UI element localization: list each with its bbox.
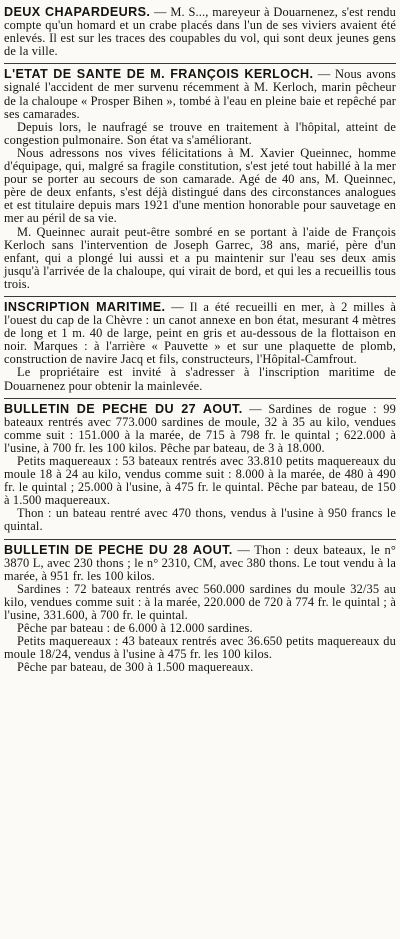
article-paragraph: Pêche par bateau, de 300 à 1.500 maquereaux. <box>17 660 254 675</box>
article-paragraph <box>4 6 396 58</box>
column-divider <box>4 398 396 399</box>
column-divider <box>4 539 396 540</box>
article-headline: L'ETAT DE SANTE DE M. FRANÇOIS KERLOCH. <box>4 67 314 82</box>
column-divider <box>4 63 396 64</box>
article-paragraph: Sardines : 72 bateaux rentrés avec 560.000 sardines du moule 32/35 au kilo, vendues comme suit : à la marée, 220.000 de 720 à 774 fr. le quintal ; à l'usine, 331.600, à 700 fr. le quintal. <box>4 581 396 623</box>
article-paragraph: Nous adressons nos vives félicitations à M. Xavier Queinnec, homme d'équipage, qui, malgré sa fragile constitution, s'est jeté tout habillé à la mer pour se porter au secours de son camarade. Agé de 40 ans, M. Queinnec, père de deux enfants, s'est déjà distingué dans des circonstances analogues et est titulaire depuis mars 1921 d'une mention honorable pour sauvetage en mer au péril de sa vie. <box>4 145 396 226</box>
article-paragraph <box>4 403 396 455</box>
article-headline: DEUX CHAPARDEURS. <box>4 5 151 19</box>
article-inscription-maritime <box>4 301 396 393</box>
article-headline: BULLETIN DE PECHE DU 27 AOUT. <box>4 401 243 416</box>
article-paragraph: Pêche par bateau : de 6.000 à 12.000 sardines. <box>17 621 253 636</box>
article-paragraph: M. Queinnec aurait peut-être sombré en se portant à l'aide de François Kerloch sans l'intervention de Joseph Garrec, 38 ans, marié, père d'un enfant, qui a plongé lui aussi et a pu maintenir sur l'eau ses deux amis jusqu'à l'arrivée de la chaloupe, qui virait de bord, et qui les a recueillis tous trois. <box>4 224 396 291</box>
article-bulletin-28-aout <box>4 544 396 675</box>
article-text: — Sardines de rogue : 99 bateaux rentrés avec 773.000 sardines de moule, 32 à 35 au kilo, vendues comme suit : 151.000 à la marée, de 715 à 798 fr. le quintal ; 622.000 à l'usine, à 700 fr. les 100 kilos. Pêche par bateau, de 3 à 18.000. <box>4 401 396 455</box>
article-paragraph: Petits maquereaux : 43 bateaux rentrés avec 36.650 petits maquereaux du moule 18/24, vendus à l'usine à 475 fr. les 100 kilos. <box>4 634 396 662</box>
article-deux-chapardeurs <box>4 6 396 58</box>
article-paragraph: Le propriétaire est invité à s'adresser à l'inscription maritime de Douarnenez pour obtenir la mainlevée. <box>4 365 396 393</box>
article-paragraph <box>4 544 396 583</box>
article-headline: BULLETIN DE PECHE DU 28 AOUT. <box>4 542 233 557</box>
article-paragraph: Depuis lors, le naufragé se trouve en traitement à l'hôpital, atteint de congestion pulmonaire. Son état va s'améliorant. <box>4 119 396 147</box>
article-paragraph <box>4 68 396 120</box>
article-paragraph: Petits maquereaux : 53 bateaux rentrés avec 33.810 petits maquereaux du moule 18 à 24 au kilo, vendus comme suit : 8.000 à la marée, de 480 à 490 fr. le quintal ; 25.000 à l'usine, à 475 fr. le quintal. Pêche par bateau, de 150 à 1.500 maquereaux. <box>4 454 396 508</box>
article-text: — M. S..., mareyeur à Douarnenez, s'est rendu compte qu'un homard et un crabe placés dans l'un de ses viviers avaient été enlevés. Il est sur les traces des coupables du vol, qui sont deux jeunes gens de la ville. <box>4 5 396 59</box>
column-divider <box>4 296 396 297</box>
article-text: — Il a été recueilli en mer, à 2 milles à l'ouest du cap de la Chèvre : un canot annexe en bon état, mesurant 4 mètres de long et 1 m. 40 de large, peint en gris et au-dessous de la flottaison en noir. Marques : à l'arrière « Pauvette » et sur une plaquette de plomb, construction de navire Jacq et fils, constructeurs, l'Hôpital-Camfrout. <box>4 299 397 367</box>
article-etat-de-sante <box>4 68 396 291</box>
article-text: — Thon : deux bateaux, le n° 3870 L, avec 230 thons ; le n° 2310, CM, avec 380 thons. Le tout vendu à la marée, à 951 fr. les 100 kilos. <box>4 542 396 583</box>
article-bulletin-27-aout <box>4 403 396 534</box>
article-paragraph: Thon : un bateau rentré avec 470 thons, vendus à l'usine à 950 francs le quintal. <box>4 506 396 534</box>
article-text: — Nous avons signalé l'accident de mer survenu récemment à M. Kerloch, marin pêcheur de la chaloupe « Prosper Bihen », tombé à l'eau en pleine baie et repêché par ses camarades. <box>4 67 396 121</box>
article-headline: INSCRIPTION MARITIME. <box>4 299 166 314</box>
article-paragraph <box>4 301 396 366</box>
